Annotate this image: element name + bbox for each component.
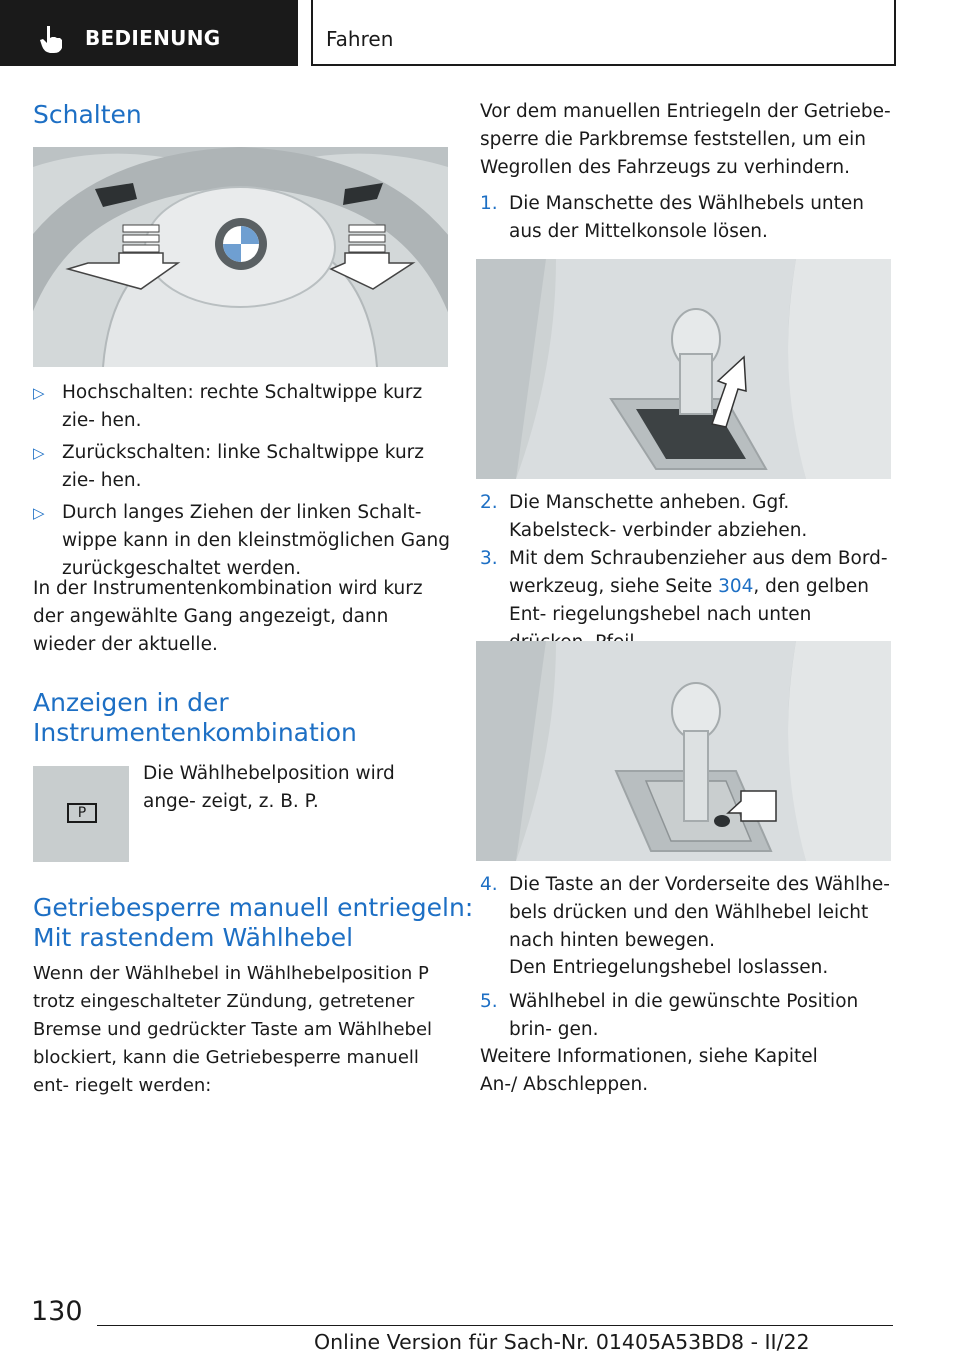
- step-item: 2. Die Manschette anheben. Ggf. Kabelsteck‐ verbinder abziehen.: [480, 492, 808, 541]
- paragraph-closing: Weitere Informationen, siehe Kapitel An-/ Abschleppen.: [480, 1046, 818, 1095]
- step-4-extra: Den Entriegelungshebel loslassen.: [509, 957, 829, 978]
- selector-lever-illustration-1: [476, 259, 891, 479]
- step-item: 5. Wählhebel in die gewünschte Position brin‐ gen.: [480, 991, 859, 1040]
- footer-divider: [97, 1325, 893, 1326]
- gear-indicator: P: [67, 803, 97, 823]
- paragraph-intro: Vor dem manuellen Entriegeln der Getriebe‐ sperre die Parkbremse feststellen, um ein Wegrollen des Fahrzeugs zu verhindern.: [480, 101, 891, 178]
- section-title: BEDIENUNG: [85, 26, 221, 50]
- heading-schalten: Schalten: [33, 100, 142, 129]
- page-number: 130: [31, 1296, 83, 1327]
- paragraph-instrument: In der Instrumentenkombination wird kurz der angewählte Gang angezeigt, dann wieder der aktuelle.: [33, 578, 423, 655]
- selector-lever-illustration-2: [476, 641, 891, 861]
- list-item: ▷ Durch langes Ziehen der linken Schalt‐ wippe kann in den kleinstmöglichen Gang zurückgeschaltet werden.: [33, 499, 448, 583]
- steering-wheel-illustration: [33, 147, 448, 367]
- heading-getriebe-line2: Mit rastendem Wählhebel: [33, 923, 354, 952]
- heading-anzeigen-line2: Instrumentenkombination: [33, 718, 357, 747]
- step-item: 4. Die Taste an der Vorderseite des Wählhe‐ bels drücken und den Wählhebel leicht nach hinten bewegen.: [480, 874, 890, 951]
- triangle-bullet-icon: ▷: [33, 444, 45, 462]
- step-item: 1. Die Manschette des Wählhebels unten aus der Mittelkonsole lösen.: [480, 193, 865, 242]
- chapter-title: Fahren: [326, 27, 394, 51]
- triangle-bullet-icon: ▷: [33, 384, 45, 402]
- triangle-bullet-icon: ▷: [33, 504, 45, 522]
- heading-getriebe-line1: Getriebesperre manuell entriegeln:: [33, 893, 474, 922]
- list-item: ▷ Zurückschalten: linke Schaltwippe kurz zie‐ hen.: [33, 439, 448, 495]
- hand-pointer-icon: [38, 24, 66, 54]
- step-item: 3. Mit dem Schraubenzieher aus dem Bord‐ werkzeug, siehe Seite 304, den gelben Ent‐ riegelungshebel nach unten: [480, 548, 888, 625]
- page-reference-link[interactable]: 304: [718, 576, 754, 597]
- header-section-tab: [0, 0, 298, 66]
- list-item: ▷ Hochschalten: rechte Schaltwippe kurz zie‐ hen.: [33, 379, 448, 435]
- gear-display-illustration: [33, 766, 129, 862]
- header-chapter-box: [311, 0, 896, 66]
- paragraph-getriebe: Wenn der Wählhebel in Wählhebelposition P trotz eingeschalteter Zündung, getretener Bremse und gedrückter Taste am Wählhebel blockiert, kann die Getriebesperre manuell ent‐ riegelt werden:: [33, 963, 433, 1096]
- heading-anzeigen-line1: Anzeigen in der: [33, 688, 229, 717]
- display-description: Die Wählhebelposition wird ange‐ zeigt, z. B. P.: [143, 763, 395, 812]
- footer-text: Online Version für Sach-Nr. 01405A53BD8 - II/22: [314, 1330, 810, 1354]
